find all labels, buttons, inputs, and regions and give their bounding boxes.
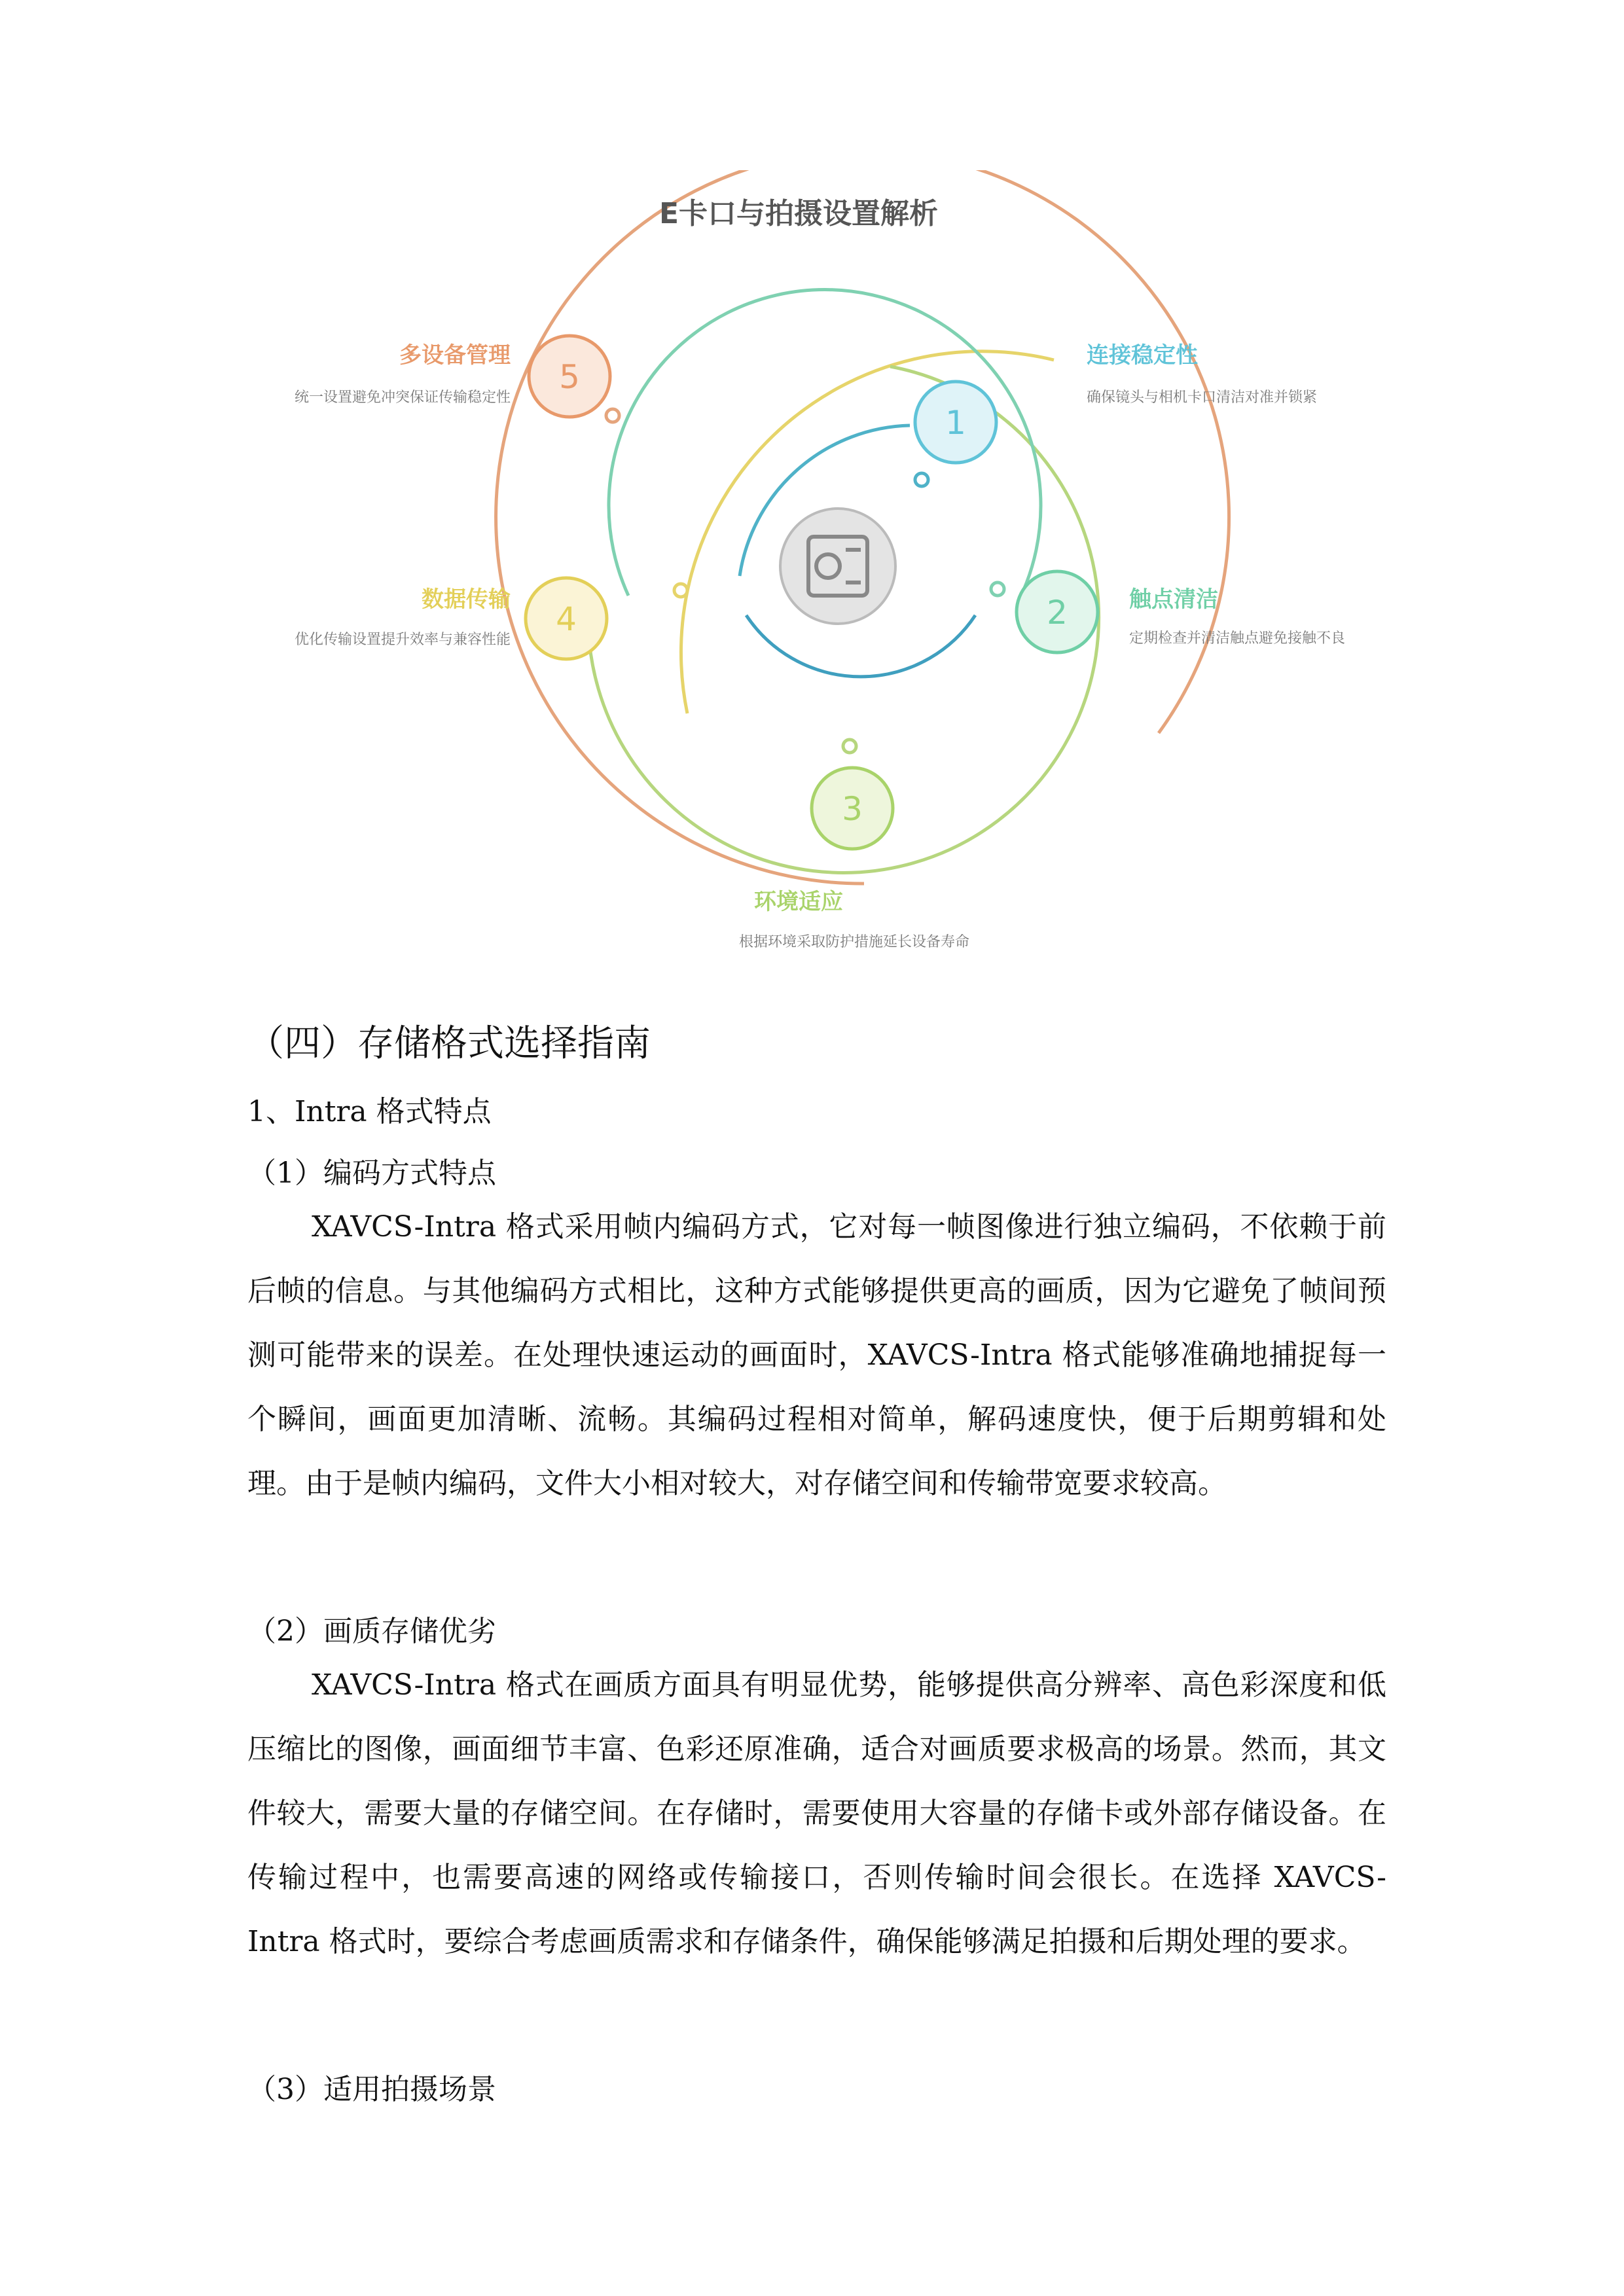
- node-desc-1: 确保镜头与相机卡口清洁对准并锁紧: [1087, 389, 1318, 406]
- node-desc-5: 统一设置避免冲突保证传输稳定性: [294, 389, 511, 406]
- section-title: （四）存储格式选择指南: [247, 1022, 651, 1065]
- item-title-2: （2）画质存储优劣: [247, 1615, 496, 1648]
- node-number-5: 5: [559, 358, 580, 396]
- node-bubble-1: [915, 382, 996, 463]
- node-desc-2: 定期检查并清洁触点避免接触不良: [1129, 630, 1346, 647]
- node-bubble-2: [1017, 571, 1098, 653]
- arc-inner: [746, 615, 975, 677]
- node-number-2: 2: [1047, 594, 1068, 632]
- node-title-3: 环境适应: [754, 889, 843, 915]
- node-desc-4: 优化传输设置提升效率与兼容性能: [294, 632, 511, 648]
- sub-title: 1、Intra 格式特点: [247, 1095, 492, 1128]
- node-number-3: 3: [842, 790, 863, 828]
- diagram-title: E卡口与拍摄设置解析: [659, 197, 939, 230]
- node-title-2: 触点清洁: [1129, 586, 1218, 613]
- node-title-1: 连接稳定性: [1087, 342, 1198, 368]
- node-bubble-4: [526, 578, 607, 659]
- node-number-1: 1: [945, 404, 966, 442]
- node-bubble-5: [529, 336, 610, 417]
- node-number-4: 4: [556, 600, 577, 638]
- node-bubble-3: [812, 768, 893, 849]
- item-paragraph-1: XAVCS-Intra 格式采用帧内编码方式，它对每一帧图像进行独立编码，不依赖于前后帧的信息。与其他编码方式相比，这种方式能够提供更高的画质，因为它避免了帧间预测可能带来的误差。在处理快速运动的画面时，XAVCS-Intra 格式能够准确地捕捉每一个瞬间，画面更加清晰、流畅。其编码过程相对简单，解码速度快，便于后期剪辑和处理。由于是帧内编码，文件大小相对较大，对存储空间和传输带宽要求较高。: [247, 1210, 1386, 1500]
- item-title-3: （3）适用拍摄场景: [247, 2073, 496, 2106]
- node-title-5: 多设备管理: [399, 342, 511, 368]
- item-title-1: （1）编码方式特点: [247, 1157, 496, 1190]
- item-paragraph-2: XAVCS-Intra 格式在画质方面具有明显优势，能够提供高分辨率、高色彩深度和低压缩比的图像，画面细节丰富、色彩还原准确，适合对画质要求极高的场景。然而，其文件较大，需要大量的存储空间。在存储时，需要使用大容量的存储卡或外部存储设备。在传输过程中，也需要高速的网络或传输接口，否则传输时间会很长。在选择 XAVCS-Intra 格式时，要综合考虑画质需求和存储条件，确保能够满足拍摄和后期处理的要求。: [247, 1668, 1386, 1958]
- diagram: [223, 170, 1375, 995]
- node-desc-3: 根据环境采取防护措施延长设备寿命: [738, 934, 969, 950]
- node-title-4: 数据传输: [422, 586, 511, 613]
